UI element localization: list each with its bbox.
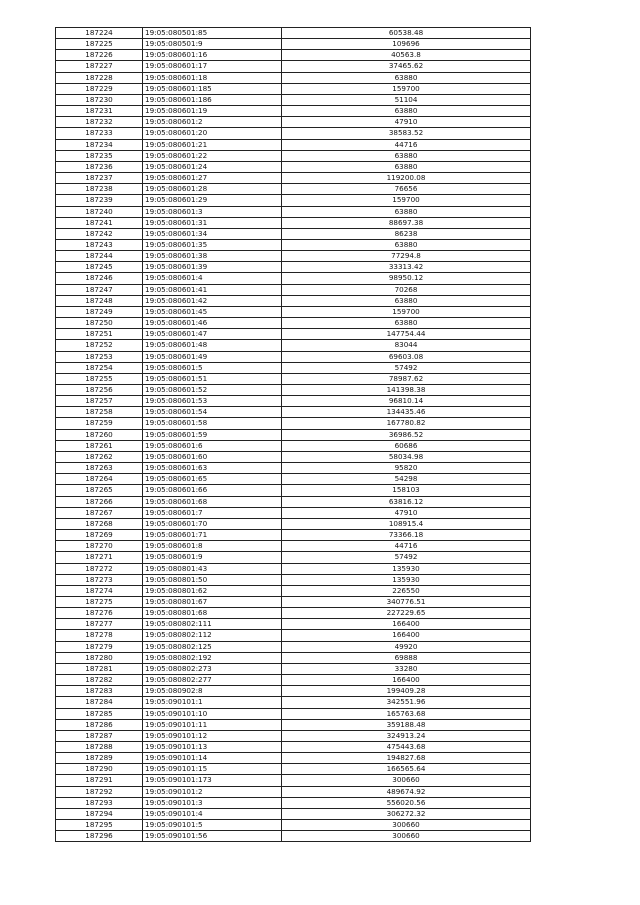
value-cell: 63880 — [282, 106, 531, 117]
table-row — [56, 239, 531, 250]
table-body — [56, 28, 531, 842]
value-cell: 489674.92 — [282, 786, 531, 797]
table-row — [56, 742, 531, 753]
row-number-cell: 187226 — [56, 50, 143, 61]
value-cell: 60538.48 — [282, 28, 531, 39]
table-row — [56, 362, 531, 373]
value-cell: 159700 — [282, 195, 531, 206]
cadastral-number-cell: 19:05:080601:18 — [143, 72, 282, 83]
value-cell: 36986.52 — [282, 429, 531, 440]
cadastral-number-cell: 19:05:080601:66 — [143, 485, 282, 496]
cadastral-number-cell: 19:05:090101:5 — [143, 820, 282, 831]
table-row — [56, 775, 531, 786]
value-cell: 57492 — [282, 552, 531, 563]
value-cell: 135930 — [282, 574, 531, 585]
row-number-cell: 187270 — [56, 541, 143, 552]
cadastral-number-cell: 19:05:080601:65 — [143, 474, 282, 485]
table-row — [56, 173, 531, 184]
cadastral-number-cell: 19:05:080501:85 — [143, 28, 282, 39]
row-number-cell: 187252 — [56, 340, 143, 351]
cadastral-number-cell: 19:05:090101:1 — [143, 697, 282, 708]
row-number-cell: 187228 — [56, 72, 143, 83]
table-row — [56, 373, 531, 384]
table-row — [56, 820, 531, 831]
value-cell: 134435.46 — [282, 407, 531, 418]
table-row — [56, 72, 531, 83]
cadastral-number-cell: 19:05:080601:38 — [143, 251, 282, 262]
value-cell: 300660 — [282, 831, 531, 842]
cadastral-number-cell: 19:05:080601:22 — [143, 150, 282, 161]
table-row — [56, 552, 531, 563]
table-row — [56, 630, 531, 641]
cadastral-number-cell: 19:05:080601:54 — [143, 407, 282, 418]
value-cell: 47910 — [282, 117, 531, 128]
row-number-cell: 187261 — [56, 440, 143, 451]
row-number-cell: 187244 — [56, 251, 143, 262]
cadastral-number-cell: 19:05:080601:49 — [143, 351, 282, 362]
table-row — [56, 340, 531, 351]
cadastral-number-cell: 19:05:090101:13 — [143, 742, 282, 753]
cadastral-number-cell: 19:05:080601:20 — [143, 128, 282, 139]
cadastral-number-cell: 19:05:090101:4 — [143, 808, 282, 819]
value-cell: 63880 — [282, 206, 531, 217]
row-number-cell: 187262 — [56, 451, 143, 462]
row-number-cell: 187273 — [56, 574, 143, 585]
cadastral-number-cell: 19:05:090101:173 — [143, 775, 282, 786]
table-row — [56, 530, 531, 541]
row-number-cell: 187240 — [56, 206, 143, 217]
table-row — [56, 663, 531, 674]
row-number-cell: 187286 — [56, 719, 143, 730]
cadastral-number-cell: 19:05:080601:28 — [143, 184, 282, 195]
table-row — [56, 318, 531, 329]
row-number-cell: 187246 — [56, 273, 143, 284]
row-number-cell: 187274 — [56, 585, 143, 596]
value-cell: 159700 — [282, 83, 531, 94]
table-row — [56, 764, 531, 775]
cadastral-number-cell: 19:05:080601:71 — [143, 530, 282, 541]
cadastral-number-cell: 19:05:080601:48 — [143, 340, 282, 351]
cadastral-number-cell: 19:05:080801:43 — [143, 563, 282, 574]
table-row — [56, 306, 531, 317]
row-number-cell: 187241 — [56, 217, 143, 228]
value-cell: 63880 — [282, 295, 531, 306]
value-cell: 40563.8 — [282, 50, 531, 61]
row-number-cell: 187295 — [56, 820, 143, 831]
row-number-cell: 187243 — [56, 239, 143, 250]
row-number-cell: 187259 — [56, 418, 143, 429]
value-cell: 359188.48 — [282, 719, 531, 730]
table-row — [56, 106, 531, 117]
row-number-cell: 187235 — [56, 150, 143, 161]
cadastral-number-cell: 19:05:080601:19 — [143, 106, 282, 117]
value-cell: 37465.62 — [282, 61, 531, 72]
cadastral-number-cell: 19:05:090101:2 — [143, 786, 282, 797]
value-cell: 119200.08 — [282, 173, 531, 184]
data-table — [55, 27, 531, 842]
row-number-cell: 187238 — [56, 184, 143, 195]
value-cell: 60686 — [282, 440, 531, 451]
table-row — [56, 150, 531, 161]
table-row — [56, 831, 531, 842]
row-number-cell: 187285 — [56, 708, 143, 719]
row-number-cell: 187256 — [56, 385, 143, 396]
cadastral-number-cell: 19:05:080601:185 — [143, 83, 282, 94]
cadastral-number-cell: 19:05:080801:67 — [143, 596, 282, 607]
row-number-cell: 187236 — [56, 161, 143, 172]
value-cell: 63816.12 — [282, 496, 531, 507]
value-cell: 109696 — [282, 39, 531, 50]
table-row — [56, 440, 531, 451]
row-number-cell: 187263 — [56, 463, 143, 474]
row-number-cell: 187278 — [56, 630, 143, 641]
cadastral-number-cell: 19:05:080601:46 — [143, 318, 282, 329]
row-number-cell: 187258 — [56, 407, 143, 418]
cadastral-number-cell: 19:05:080601:27 — [143, 173, 282, 184]
cadastral-number-cell: 19:05:080601:35 — [143, 239, 282, 250]
cadastral-number-cell: 19:05:080601:34 — [143, 228, 282, 239]
table-row — [56, 429, 531, 440]
cadastral-number-cell: 19:05:080601:53 — [143, 396, 282, 407]
cadastral-number-cell: 19:05:080601:3 — [143, 206, 282, 217]
table-row — [56, 396, 531, 407]
table-row — [56, 675, 531, 686]
table-row — [56, 206, 531, 217]
row-number-cell: 187275 — [56, 596, 143, 607]
table-row — [56, 161, 531, 172]
table-row — [56, 596, 531, 607]
table-row — [56, 295, 531, 306]
value-cell: 340776.51 — [282, 596, 531, 607]
cadastral-number-cell: 19:05:080601:70 — [143, 518, 282, 529]
row-number-cell: 187260 — [56, 429, 143, 440]
cadastral-number-cell: 19:05:080902:8 — [143, 686, 282, 697]
value-cell: 77294.8 — [282, 251, 531, 262]
value-cell: 63880 — [282, 72, 531, 83]
row-number-cell: 187291 — [56, 775, 143, 786]
value-cell: 54298 — [282, 474, 531, 485]
value-cell: 475443.68 — [282, 742, 531, 753]
table-row — [56, 251, 531, 262]
row-number-cell: 187249 — [56, 306, 143, 317]
value-cell: 78987.62 — [282, 373, 531, 384]
table-row — [56, 39, 531, 50]
value-cell: 135930 — [282, 563, 531, 574]
cadastral-number-cell: 19:05:080601:7 — [143, 507, 282, 518]
cadastral-number-cell: 19:05:080601:9 — [143, 552, 282, 563]
value-cell: 342551.96 — [282, 697, 531, 708]
row-number-cell: 187265 — [56, 485, 143, 496]
value-cell: 166400 — [282, 619, 531, 630]
table-row — [56, 407, 531, 418]
table-row — [56, 83, 531, 94]
table-row — [56, 184, 531, 195]
value-cell: 141398.38 — [282, 385, 531, 396]
value-cell: 324913.24 — [282, 730, 531, 741]
value-cell: 166400 — [282, 675, 531, 686]
table-row — [56, 563, 531, 574]
cadastral-number-cell: 19:05:080802:111 — [143, 619, 282, 630]
value-cell: 300660 — [282, 775, 531, 786]
cadastral-number-cell: 19:05:080601:21 — [143, 139, 282, 150]
table-row — [56, 139, 531, 150]
value-cell: 63880 — [282, 239, 531, 250]
value-cell: 63880 — [282, 161, 531, 172]
cadastral-number-cell: 19:05:080601:60 — [143, 451, 282, 462]
table-row — [56, 730, 531, 741]
value-cell: 58034.98 — [282, 451, 531, 462]
row-number-cell: 187257 — [56, 396, 143, 407]
table-row — [56, 786, 531, 797]
cadastral-number-cell: 19:05:080801:68 — [143, 608, 282, 619]
cadastral-number-cell: 19:05:090101:11 — [143, 719, 282, 730]
table-row — [56, 541, 531, 552]
table-row — [56, 686, 531, 697]
table-row — [56, 195, 531, 206]
cadastral-number-cell: 19:05:090101:12 — [143, 730, 282, 741]
row-number-cell: 187227 — [56, 61, 143, 72]
cadastral-number-cell: 19:05:080802:125 — [143, 641, 282, 652]
row-number-cell: 187239 — [56, 195, 143, 206]
row-number-cell: 187272 — [56, 563, 143, 574]
row-number-cell: 187266 — [56, 496, 143, 507]
value-cell: 38583.52 — [282, 128, 531, 139]
cadastral-number-cell: 19:05:080601:24 — [143, 161, 282, 172]
value-cell: 49920 — [282, 641, 531, 652]
cadastral-number-cell: 19:05:080601:59 — [143, 429, 282, 440]
cadastral-number-cell: 19:05:090101:3 — [143, 797, 282, 808]
value-cell: 83044 — [282, 340, 531, 351]
row-number-cell: 187230 — [56, 94, 143, 105]
value-cell: 44716 — [282, 139, 531, 150]
row-number-cell: 187296 — [56, 831, 143, 842]
value-cell: 70268 — [282, 284, 531, 295]
table-row — [56, 463, 531, 474]
table-row — [56, 797, 531, 808]
value-cell: 73366.18 — [282, 530, 531, 541]
table-row — [56, 485, 531, 496]
table-row — [56, 94, 531, 105]
value-cell: 76656 — [282, 184, 531, 195]
table-row — [56, 719, 531, 730]
cadastral-number-cell: 19:05:080802:112 — [143, 630, 282, 641]
row-number-cell: 187267 — [56, 507, 143, 518]
table-row — [56, 474, 531, 485]
value-cell: 306272.32 — [282, 808, 531, 819]
value-cell: 159700 — [282, 306, 531, 317]
cadastral-number-cell: 19:05:090101:56 — [143, 831, 282, 842]
table-row — [56, 262, 531, 273]
row-number-cell: 187289 — [56, 753, 143, 764]
cadastral-number-cell: 19:05:080601:4 — [143, 273, 282, 284]
table-row — [56, 496, 531, 507]
row-number-cell: 187247 — [56, 284, 143, 295]
table-row — [56, 329, 531, 340]
cadastral-number-cell: 19:05:090101:10 — [143, 708, 282, 719]
table-row — [56, 273, 531, 284]
cadastral-number-cell: 19:05:080501:9 — [143, 39, 282, 50]
value-cell: 44716 — [282, 541, 531, 552]
value-cell: 158103 — [282, 485, 531, 496]
cadastral-number-cell: 19:05:080801:62 — [143, 585, 282, 596]
row-number-cell: 187225 — [56, 39, 143, 50]
table-row — [56, 451, 531, 462]
row-number-cell: 187288 — [56, 742, 143, 753]
cadastral-number-cell: 19:05:080601:45 — [143, 306, 282, 317]
value-cell: 96810.14 — [282, 396, 531, 407]
cadastral-number-cell: 19:05:080601:42 — [143, 295, 282, 306]
table-row — [56, 128, 531, 139]
cadastral-number-cell: 19:05:080601:47 — [143, 329, 282, 340]
value-cell: 194827.68 — [282, 753, 531, 764]
row-number-cell: 187245 — [56, 262, 143, 273]
value-cell: 147754.44 — [282, 329, 531, 340]
value-cell: 165763.68 — [282, 708, 531, 719]
row-number-cell: 187283 — [56, 686, 143, 697]
value-cell: 33280 — [282, 663, 531, 674]
row-number-cell: 187294 — [56, 808, 143, 819]
table-row — [56, 217, 531, 228]
cadastral-number-cell: 19:05:080601:52 — [143, 385, 282, 396]
row-number-cell: 187269 — [56, 530, 143, 541]
value-cell: 51104 — [282, 94, 531, 105]
table-row — [56, 753, 531, 764]
cadastral-number-cell: 19:05:080601:16 — [143, 50, 282, 61]
cadastral-number-cell: 19:05:080601:39 — [143, 262, 282, 273]
value-cell: 98950.12 — [282, 273, 531, 284]
row-number-cell: 187253 — [56, 351, 143, 362]
value-cell: 166400 — [282, 630, 531, 641]
row-number-cell: 187284 — [56, 697, 143, 708]
row-number-cell: 187255 — [56, 373, 143, 384]
value-cell: 88697.38 — [282, 217, 531, 228]
row-number-cell: 187234 — [56, 139, 143, 150]
cadastral-number-cell: 19:05:080601:17 — [143, 61, 282, 72]
row-number-cell: 187233 — [56, 128, 143, 139]
cadastral-number-cell: 19:05:090101:15 — [143, 764, 282, 775]
row-number-cell: 187279 — [56, 641, 143, 652]
cadastral-number-cell: 19:05:080801:50 — [143, 574, 282, 585]
row-number-cell: 187254 — [56, 362, 143, 373]
row-number-cell: 187293 — [56, 797, 143, 808]
cadastral-number-cell: 19:05:080601:6 — [143, 440, 282, 451]
table-row — [56, 117, 531, 128]
value-cell: 63880 — [282, 318, 531, 329]
table-row — [56, 619, 531, 630]
value-cell: 57492 — [282, 362, 531, 373]
row-number-cell: 187268 — [56, 518, 143, 529]
table-row — [56, 608, 531, 619]
cadastral-number-cell: 19:05:080601:68 — [143, 496, 282, 507]
row-number-cell: 187264 — [56, 474, 143, 485]
table-row — [56, 808, 531, 819]
table-row — [56, 418, 531, 429]
table-row — [56, 50, 531, 61]
row-number-cell: 187251 — [56, 329, 143, 340]
row-number-cell: 187248 — [56, 295, 143, 306]
cadastral-number-cell: 19:05:080802:192 — [143, 652, 282, 663]
table-row — [56, 28, 531, 39]
table-row — [56, 518, 531, 529]
table-row — [56, 652, 531, 663]
table-row — [56, 697, 531, 708]
value-cell: 86238 — [282, 228, 531, 239]
row-number-cell: 187276 — [56, 608, 143, 619]
value-cell: 227229.65 — [282, 608, 531, 619]
value-cell: 108915.4 — [282, 518, 531, 529]
table-row — [56, 385, 531, 396]
table-row — [56, 228, 531, 239]
row-number-cell: 187242 — [56, 228, 143, 239]
row-number-cell: 187224 — [56, 28, 143, 39]
value-cell: 63880 — [282, 150, 531, 161]
table-row — [56, 574, 531, 585]
cadastral-number-cell: 19:05:080601:5 — [143, 362, 282, 373]
row-number-cell: 187250 — [56, 318, 143, 329]
cadastral-number-cell: 19:05:080601:63 — [143, 463, 282, 474]
value-cell: 47910 — [282, 507, 531, 518]
row-number-cell: 187232 — [56, 117, 143, 128]
cadastral-number-cell: 19:05:080802:273 — [143, 663, 282, 674]
cadastral-number-cell: 19:05:090101:14 — [143, 753, 282, 764]
row-number-cell: 187292 — [56, 786, 143, 797]
table-row — [56, 641, 531, 652]
row-number-cell: 187282 — [56, 675, 143, 686]
cadastral-number-cell: 19:05:080802:277 — [143, 675, 282, 686]
row-number-cell: 187290 — [56, 764, 143, 775]
table-row — [56, 507, 531, 518]
cadastral-number-cell: 19:05:080601:2 — [143, 117, 282, 128]
cadastral-number-cell: 19:05:080601:41 — [143, 284, 282, 295]
row-number-cell: 187281 — [56, 663, 143, 674]
row-number-cell: 187280 — [56, 652, 143, 663]
table-row — [56, 61, 531, 72]
value-cell: 69888 — [282, 652, 531, 663]
value-cell: 226550 — [282, 585, 531, 596]
cadastral-number-cell: 19:05:080601:31 — [143, 217, 282, 228]
value-cell: 95820 — [282, 463, 531, 474]
table-row — [56, 585, 531, 596]
row-number-cell: 187229 — [56, 83, 143, 94]
table-row — [56, 708, 531, 719]
value-cell: 166565.64 — [282, 764, 531, 775]
row-number-cell: 187237 — [56, 173, 143, 184]
cadastral-number-cell: 19:05:080601:29 — [143, 195, 282, 206]
table-row — [56, 284, 531, 295]
value-cell: 556020.56 — [282, 797, 531, 808]
row-number-cell: 187287 — [56, 730, 143, 741]
row-number-cell: 187231 — [56, 106, 143, 117]
value-cell: 69603.08 — [282, 351, 531, 362]
cadastral-number-cell: 19:05:080601:8 — [143, 541, 282, 552]
table-row — [56, 351, 531, 362]
value-cell: 300660 — [282, 820, 531, 831]
value-cell: 33313.42 — [282, 262, 531, 273]
row-number-cell: 187277 — [56, 619, 143, 630]
cadastral-number-cell: 19:05:080601:186 — [143, 94, 282, 105]
value-cell: 199409.28 — [282, 686, 531, 697]
cadastral-number-cell: 19:05:080601:51 — [143, 373, 282, 384]
cadastral-number-cell: 19:05:080601:58 — [143, 418, 282, 429]
value-cell: 167780.82 — [282, 418, 531, 429]
row-number-cell: 187271 — [56, 552, 143, 563]
